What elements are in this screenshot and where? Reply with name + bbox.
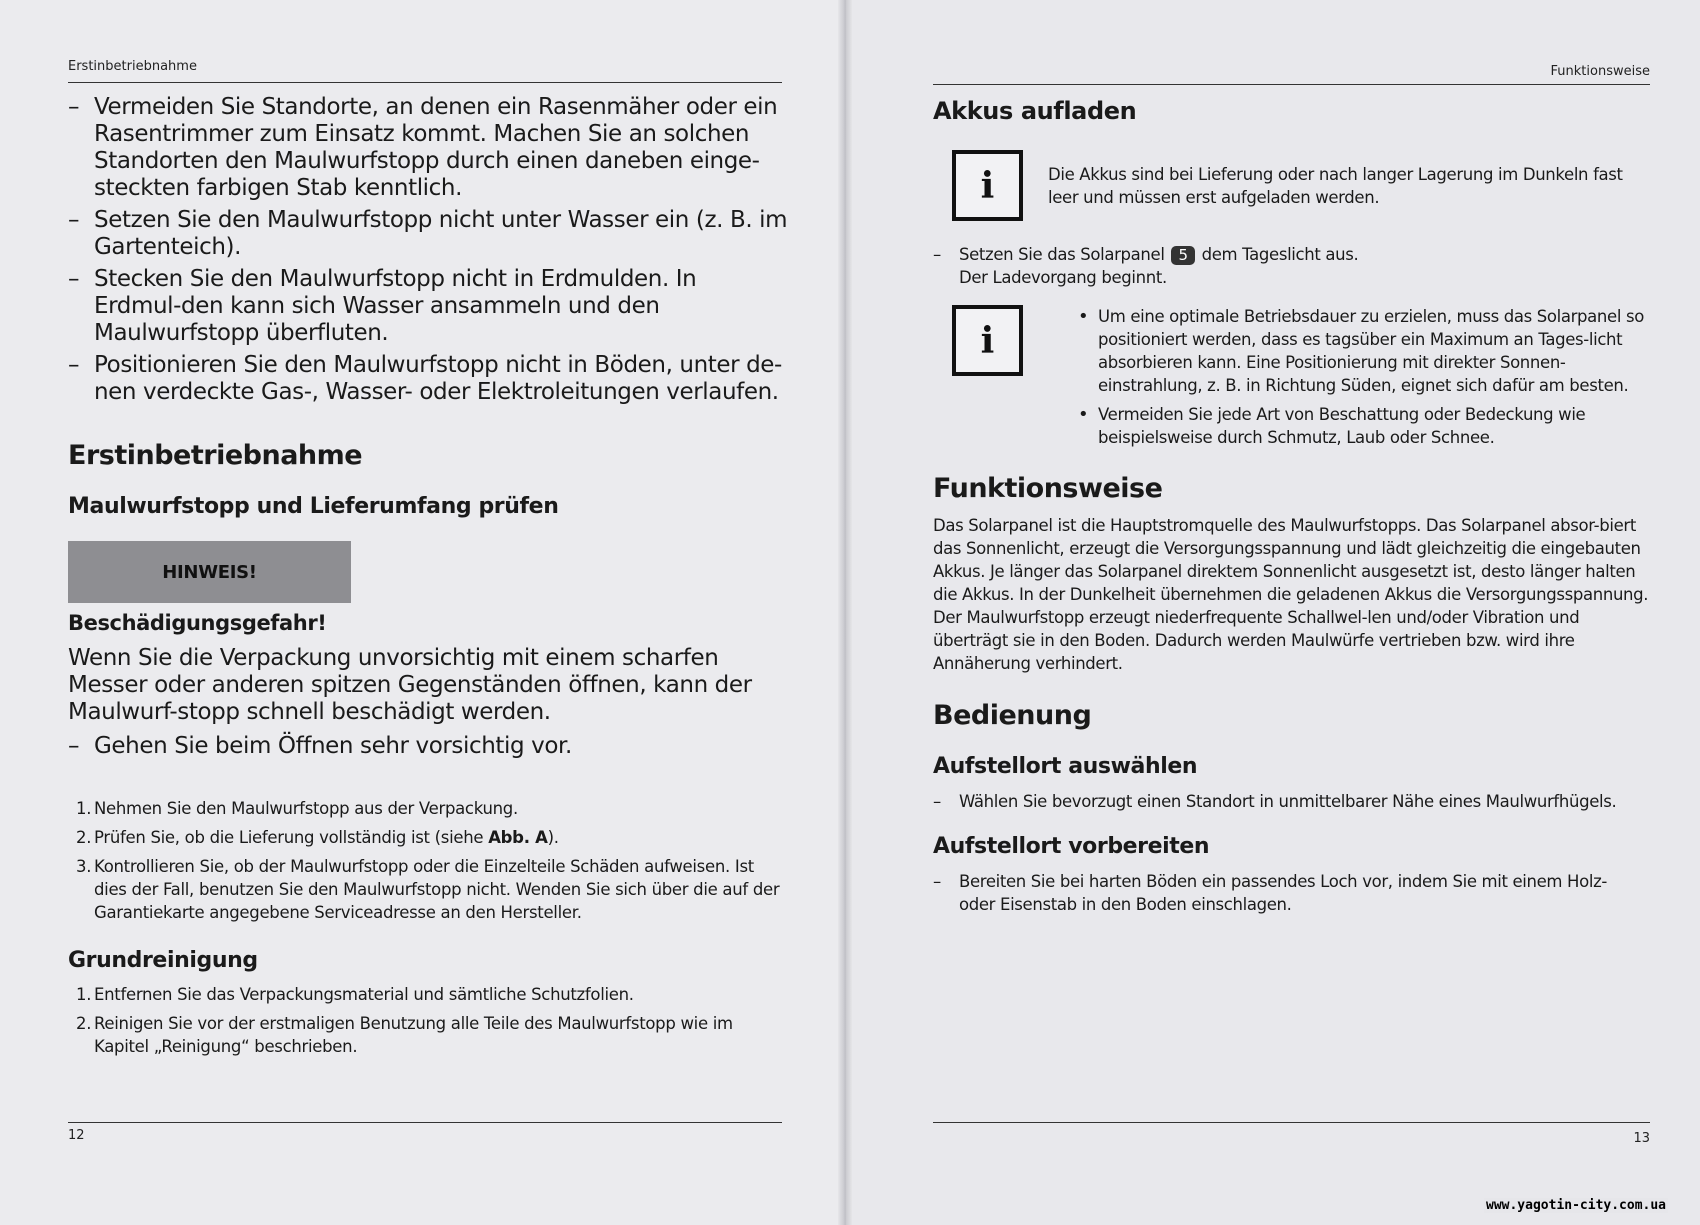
hinweis-label: HINWEIS!	[162, 561, 257, 583]
step-number: 2.	[76, 828, 92, 847]
operation-title: Bedienung	[933, 700, 1092, 731]
step-number: 1.	[76, 985, 92, 1004]
hinweis-banner	[68, 541, 351, 603]
list-item	[933, 243, 1633, 289]
list-item	[68, 983, 788, 1006]
prepare-bullet: – Bereiten Sie bei harten Böden ein passendes Loch vor, indem Sie mit einem Holz-oder Eisenstab in den Boden einschlagen.	[933, 870, 1623, 916]
page-number-right: 13	[1633, 1131, 1650, 1146]
step-text: Kontrollieren Sie, ob der Maulwurfstopp oder die Einzelteile Schäden aufweisen. Ist dies der Fall, benutzen Sie den Maulwurfstopp nicht. Wenden Sie sich über die auf der Garantiekarte angegebene Serviceadresse an den Hersteller.	[94, 857, 780, 922]
list-item: – Setzen Sie den Maulwurfstopp nicht unter Wasser ein (z. B. im Gartenteich).	[68, 207, 788, 261]
subsection-title-lieferumfang: Maulwurfstopp und Lieferumfang prüfen	[68, 494, 559, 519]
check-steps	[68, 797, 788, 930]
list-item: – Stecken Sie den Maulwurfstopp nicht in Erdmulden. In Erdmul-den kann sich Wasser ansammeln und den Maulwurfstopp überfluten.	[68, 266, 788, 347]
info-icon: i	[952, 305, 1023, 376]
step-text-after: ).	[547, 828, 559, 847]
prepare-title: Aufstellort vorbereiten	[933, 834, 1210, 859]
safety-bullets	[68, 94, 788, 411]
cleaning-title: Grundreinigung	[68, 948, 258, 973]
step-number: 1.	[76, 799, 92, 818]
list-item: – Vermeiden Sie Standorte, an denen ein Rasenmäher oder ein Rasentrimmer zum Einsatz kommt. Machen Sie an solchen Standorten den Maulwurfstopp durch einen daneben einge-steckten farbigen Stab kenntlich.	[68, 94, 788, 202]
location-bullet-wrap	[933, 790, 1651, 813]
step-number: 2.	[76, 1014, 92, 1033]
header-rule-left	[68, 82, 782, 83]
warning-text: Wenn Sie die Verpackung unvorsichtig mit einem scharfen Messer oder anderen spitzen Gegenständen öffnen, kann der Maulwurf-stopp schnell beschädigt werden.	[68, 645, 752, 725]
step-text-before: Prüfen Sie, ob die Lieferung vollständig ist (siehe	[94, 828, 489, 847]
list-item: • Vermeiden Sie jede Art von Beschattung oder Bedeckung wie beispielsweise durch Schmutz, Laub oder Schnee.	[1076, 403, 1651, 449]
step-number: 3.	[76, 857, 92, 876]
charging-title: Akkus aufladen	[933, 97, 1137, 125]
charge-step-before: Setzen Sie das Solarpanel	[959, 245, 1165, 264]
list-item	[68, 855, 788, 924]
footer-rule-left	[68, 1122, 782, 1123]
info-icon: i	[952, 150, 1023, 221]
location-title: Aufstellort auswählen	[933, 754, 1198, 779]
warning-bullet: – Gehen Sie beim Öffnen sehr vorsichtig vor.	[68, 733, 788, 760]
charge-step-after: dem Tageslicht aus.	[1201, 245, 1359, 264]
info1-text: Die Akkus sind bei Lieferung oder nach langer Lagerung im Dunkeln fast leer und müssen erst aufgeladen werden.	[1048, 165, 1623, 207]
warning-bullet-wrap	[68, 733, 788, 765]
right-page	[845, 0, 1700, 1225]
step-text: Nehmen Sie den Maulwurfstopp aus der Verpackung.	[94, 799, 518, 818]
charge-step-line2: Der Ladevorgang beginnt.	[959, 268, 1167, 287]
solarpanel-badge: 5	[1171, 246, 1194, 265]
list-item	[68, 1012, 788, 1058]
section-title-erstinbetriebnahme: Erstinbetriebnahme	[68, 440, 363, 471]
page-number-left: 12	[68, 1128, 85, 1143]
list-item	[68, 826, 788, 849]
function-title: Funktionsweise	[933, 473, 1163, 504]
site-watermark: www.yagotin-city.com.ua	[1486, 1198, 1667, 1213]
charge-step	[933, 243, 1633, 289]
binding-gutter-shadow	[838, 0, 852, 1225]
step-text: Entfernen Sie das Verpackungsmaterial und sämtliche Schutzfolien.	[94, 985, 634, 1004]
left-page	[0, 0, 845, 1225]
location-bullet: – Wählen Sie bevorzugt einen Standort in unmittelbarer Nähe eines Maulwurfhügels.	[933, 790, 1651, 813]
prepare-bullet-wrap	[933, 870, 1623, 916]
list-item	[68, 797, 788, 820]
header-rule-right	[933, 84, 1650, 85]
function-text: Das Solarpanel ist die Hauptstromquelle des Maulwurfstopps. Das Solarpanel absor-biert das Sonnenlicht, erzeugt die Versorgungsspannung und lädt gleichzeitig die eingebauten Akkus. Je länger das Solarpanel direktem Sonnenlicht ausgesetzt ist, desto länger halten die Akkus. In der Dunkelheit übernehmen die geladenen Akkus die Versorgungsspannung. Der Maulwurfstopp erzeugt niederfrequente Schallwel-len und/oder Vibration und überträgt sie in den Boden. Dadurch werden Maulwürfe vertrieben bzw. wird ihre Annäherung verhindert.	[933, 516, 1649, 673]
info2-bullets	[1076, 305, 1651, 455]
step-text: Reinigen Sie vor der erstmaligen Benutzung alle Teile des Maulwurfstopp wie im Kapitel „Reinigung“ beschrieben.	[94, 1014, 733, 1056]
step-text-bold: Abb. A	[488, 828, 548, 847]
running-head-right: Funktionsweise	[1550, 64, 1650, 79]
warning-title: Beschädigungsgefahr!	[68, 611, 327, 635]
list-item: • Um eine optimale Betriebsdauer zu erzielen, muss das Solarpanel so positioniert werden, dass es tagsüber ein Maximum an Tages-licht absorbieren kann. Eine Positionierung mit direkter Sonnen-einstrahlung, z. B. in Richtung Süden, eignet sich dafür am besten.	[1076, 305, 1651, 397]
list-item: – Positionieren Sie den Maulwurfstopp nicht in Böden, unter de-nen verdeckte Gas-, Wasser- oder Elektroleitungen verlaufen.	[68, 352, 788, 406]
footer-rule-right	[933, 1122, 1650, 1123]
cleaning-steps	[68, 983, 788, 1064]
running-head-left: Erstinbetriebnahme	[68, 59, 197, 74]
